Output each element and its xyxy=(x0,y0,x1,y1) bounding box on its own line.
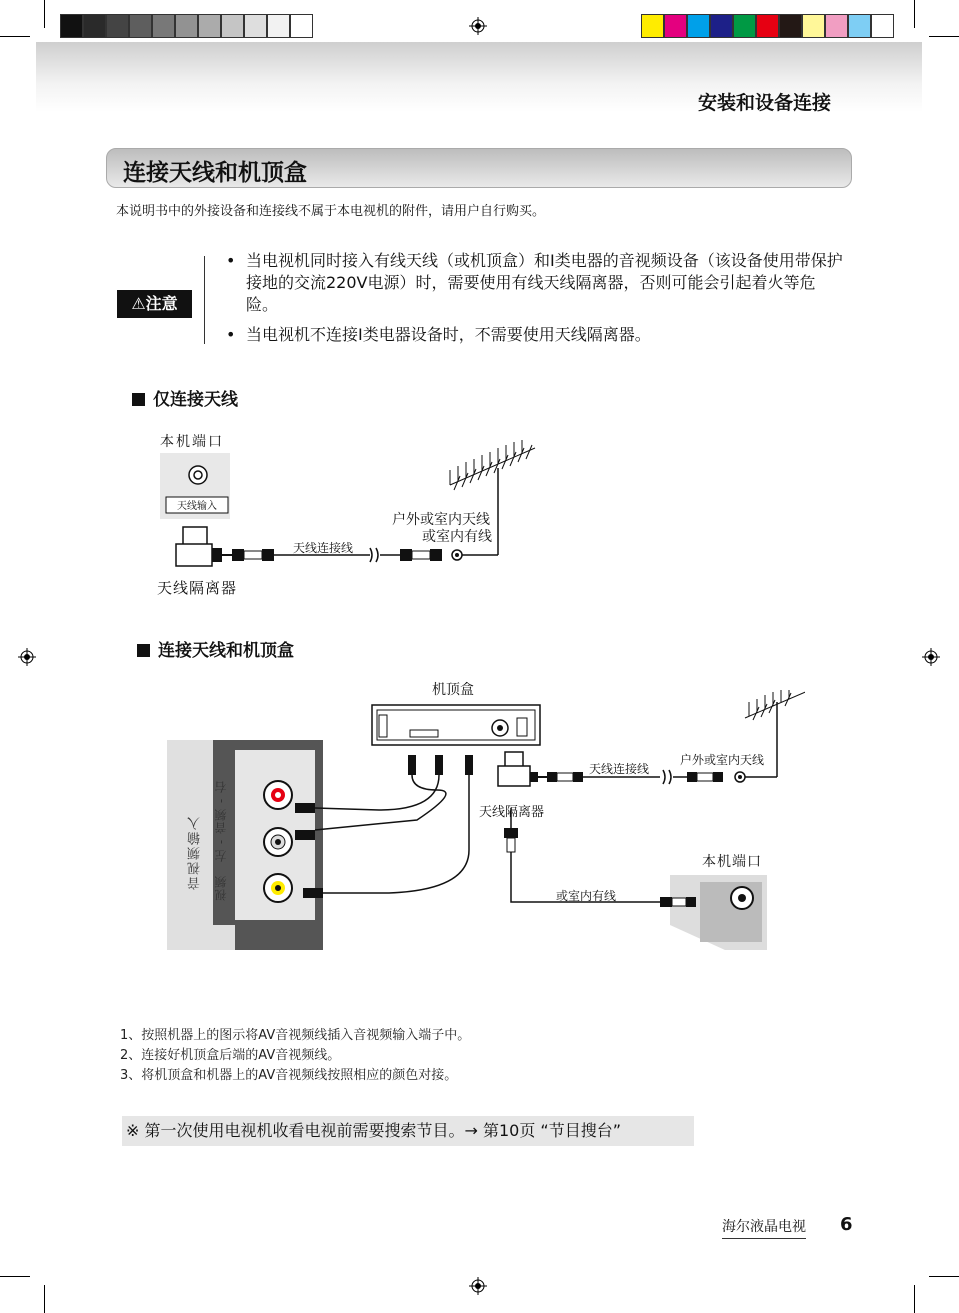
step-item: 2、连接好机顶盒后端的AV音视频线。 xyxy=(120,1048,341,1063)
page-title: 连接天线和机顶盒 xyxy=(123,160,307,186)
warning-badge xyxy=(117,290,192,318)
registration-mark-icon xyxy=(922,648,940,666)
color-swatch xyxy=(198,14,221,38)
diagram1-port-text: 天线输入 xyxy=(177,501,217,512)
diagram2-isolator-label: 天线隔离器 xyxy=(479,805,545,820)
diagram1-port-label: 本机端口 xyxy=(160,434,224,450)
intro-text: 本说明书中的外接设备和连接线不属于本电视机的附件，请用户自行购买。 xyxy=(116,204,546,219)
warning-icon: ⚠ xyxy=(131,294,146,313)
crop-mark xyxy=(929,36,959,37)
warning-list xyxy=(226,250,846,354)
diagram2-svg xyxy=(165,690,805,952)
color-swatch xyxy=(175,14,198,38)
color-swatch xyxy=(290,14,313,38)
antenna-icon xyxy=(745,690,805,720)
color-swatch xyxy=(221,14,244,38)
diagram1-isolator-label: 天线隔离器 xyxy=(157,579,238,597)
diagram2-antenna-label: 户外或室内天线 xyxy=(680,753,765,767)
color-swatch xyxy=(779,14,802,38)
header-section-label: 安装和设备连接 xyxy=(698,92,832,114)
color-swatch xyxy=(267,14,290,38)
step-item: 1、按照机器上的图示将AV音视频线插入音视频输入端子中。 xyxy=(120,1028,471,1043)
registration-mark-icon xyxy=(469,17,487,35)
diagram2-stb-label: 机顶盒 xyxy=(432,682,474,698)
crop-mark xyxy=(0,1276,30,1277)
diagram2-cable-label-2: 或室内有线 xyxy=(556,889,617,903)
diagram2-av-sub: 视频 左 - 音频 - 右 xyxy=(214,780,228,901)
crop-mark xyxy=(44,1285,45,1313)
steps-list xyxy=(120,1026,470,1086)
registration-mark-icon xyxy=(18,648,36,666)
color-swatch xyxy=(848,14,871,38)
color-swatch xyxy=(664,14,687,38)
color-swatch xyxy=(802,14,825,38)
footer-brand: 海尔液晶电视 xyxy=(722,1216,806,1239)
registration-mark-icon xyxy=(469,1277,487,1295)
color-swatch xyxy=(83,14,106,38)
color-swatch xyxy=(871,14,894,38)
divider xyxy=(204,256,205,344)
color-swatch xyxy=(825,14,848,38)
isolator-icon xyxy=(498,752,538,786)
step-item: 3、将机顶盒和机器上的AV音视频线按照相应的颜色对接。 xyxy=(120,1068,458,1083)
crop-mark xyxy=(0,36,30,37)
antenna-icon xyxy=(450,440,535,490)
diagram2-cable-label: 天线连接线 xyxy=(589,762,650,776)
diagram1-heading: 仅连接天线 xyxy=(132,385,238,410)
warning-item: • 当电视机不连接I类电器设备时，不需要使用天线隔离器。 xyxy=(226,324,846,346)
page-number: 6 xyxy=(840,1214,853,1235)
diagram2-heading: 连接天线和机顶盒 xyxy=(137,636,294,661)
antenna-port-icon xyxy=(189,466,207,484)
av-jacks xyxy=(264,781,292,902)
diagram1-antenna-label-2: 或室内有线 xyxy=(422,529,492,545)
isolator-icon xyxy=(176,527,222,566)
set-top-box-icon xyxy=(372,705,540,745)
crop-mark xyxy=(44,0,45,28)
crop-mark xyxy=(914,0,915,28)
crop-mark xyxy=(929,1276,959,1277)
color-swatch xyxy=(687,14,710,38)
warning-badge-label: 注意 xyxy=(145,294,178,313)
diagram1-cable-label: 天线连接线 xyxy=(293,541,354,555)
color-swatch xyxy=(60,14,83,38)
diagram2-av-vertical: 音视频输入 xyxy=(188,815,203,890)
color-swatch xyxy=(152,14,175,38)
color-swatch xyxy=(106,14,129,38)
color-swatch xyxy=(756,14,779,38)
warning-item: • 当电视机同时接入有线天线（或机顶盒）和I类电器的音视频设备（该设备使用带保护接地的交流220V电源）时，需要使用有线天线隔离器，否则可能会引起着火等危险。 xyxy=(226,250,846,316)
color-swatch xyxy=(710,14,733,38)
note-box: ※ 第一次使用电视机收看电视前需要搜索节目。→ 第10页 “节目搜台” xyxy=(122,1116,694,1146)
color-swatch xyxy=(244,14,267,38)
color-swatch xyxy=(641,14,664,38)
crop-mark xyxy=(914,1285,915,1313)
diagram2-port-label: 本机端口 xyxy=(702,854,762,870)
diagram1-antenna-label-1: 户外或室内天线 xyxy=(392,512,490,528)
color-swatch xyxy=(733,14,756,38)
page-title-bar xyxy=(106,148,852,188)
color-swatch xyxy=(129,14,152,38)
